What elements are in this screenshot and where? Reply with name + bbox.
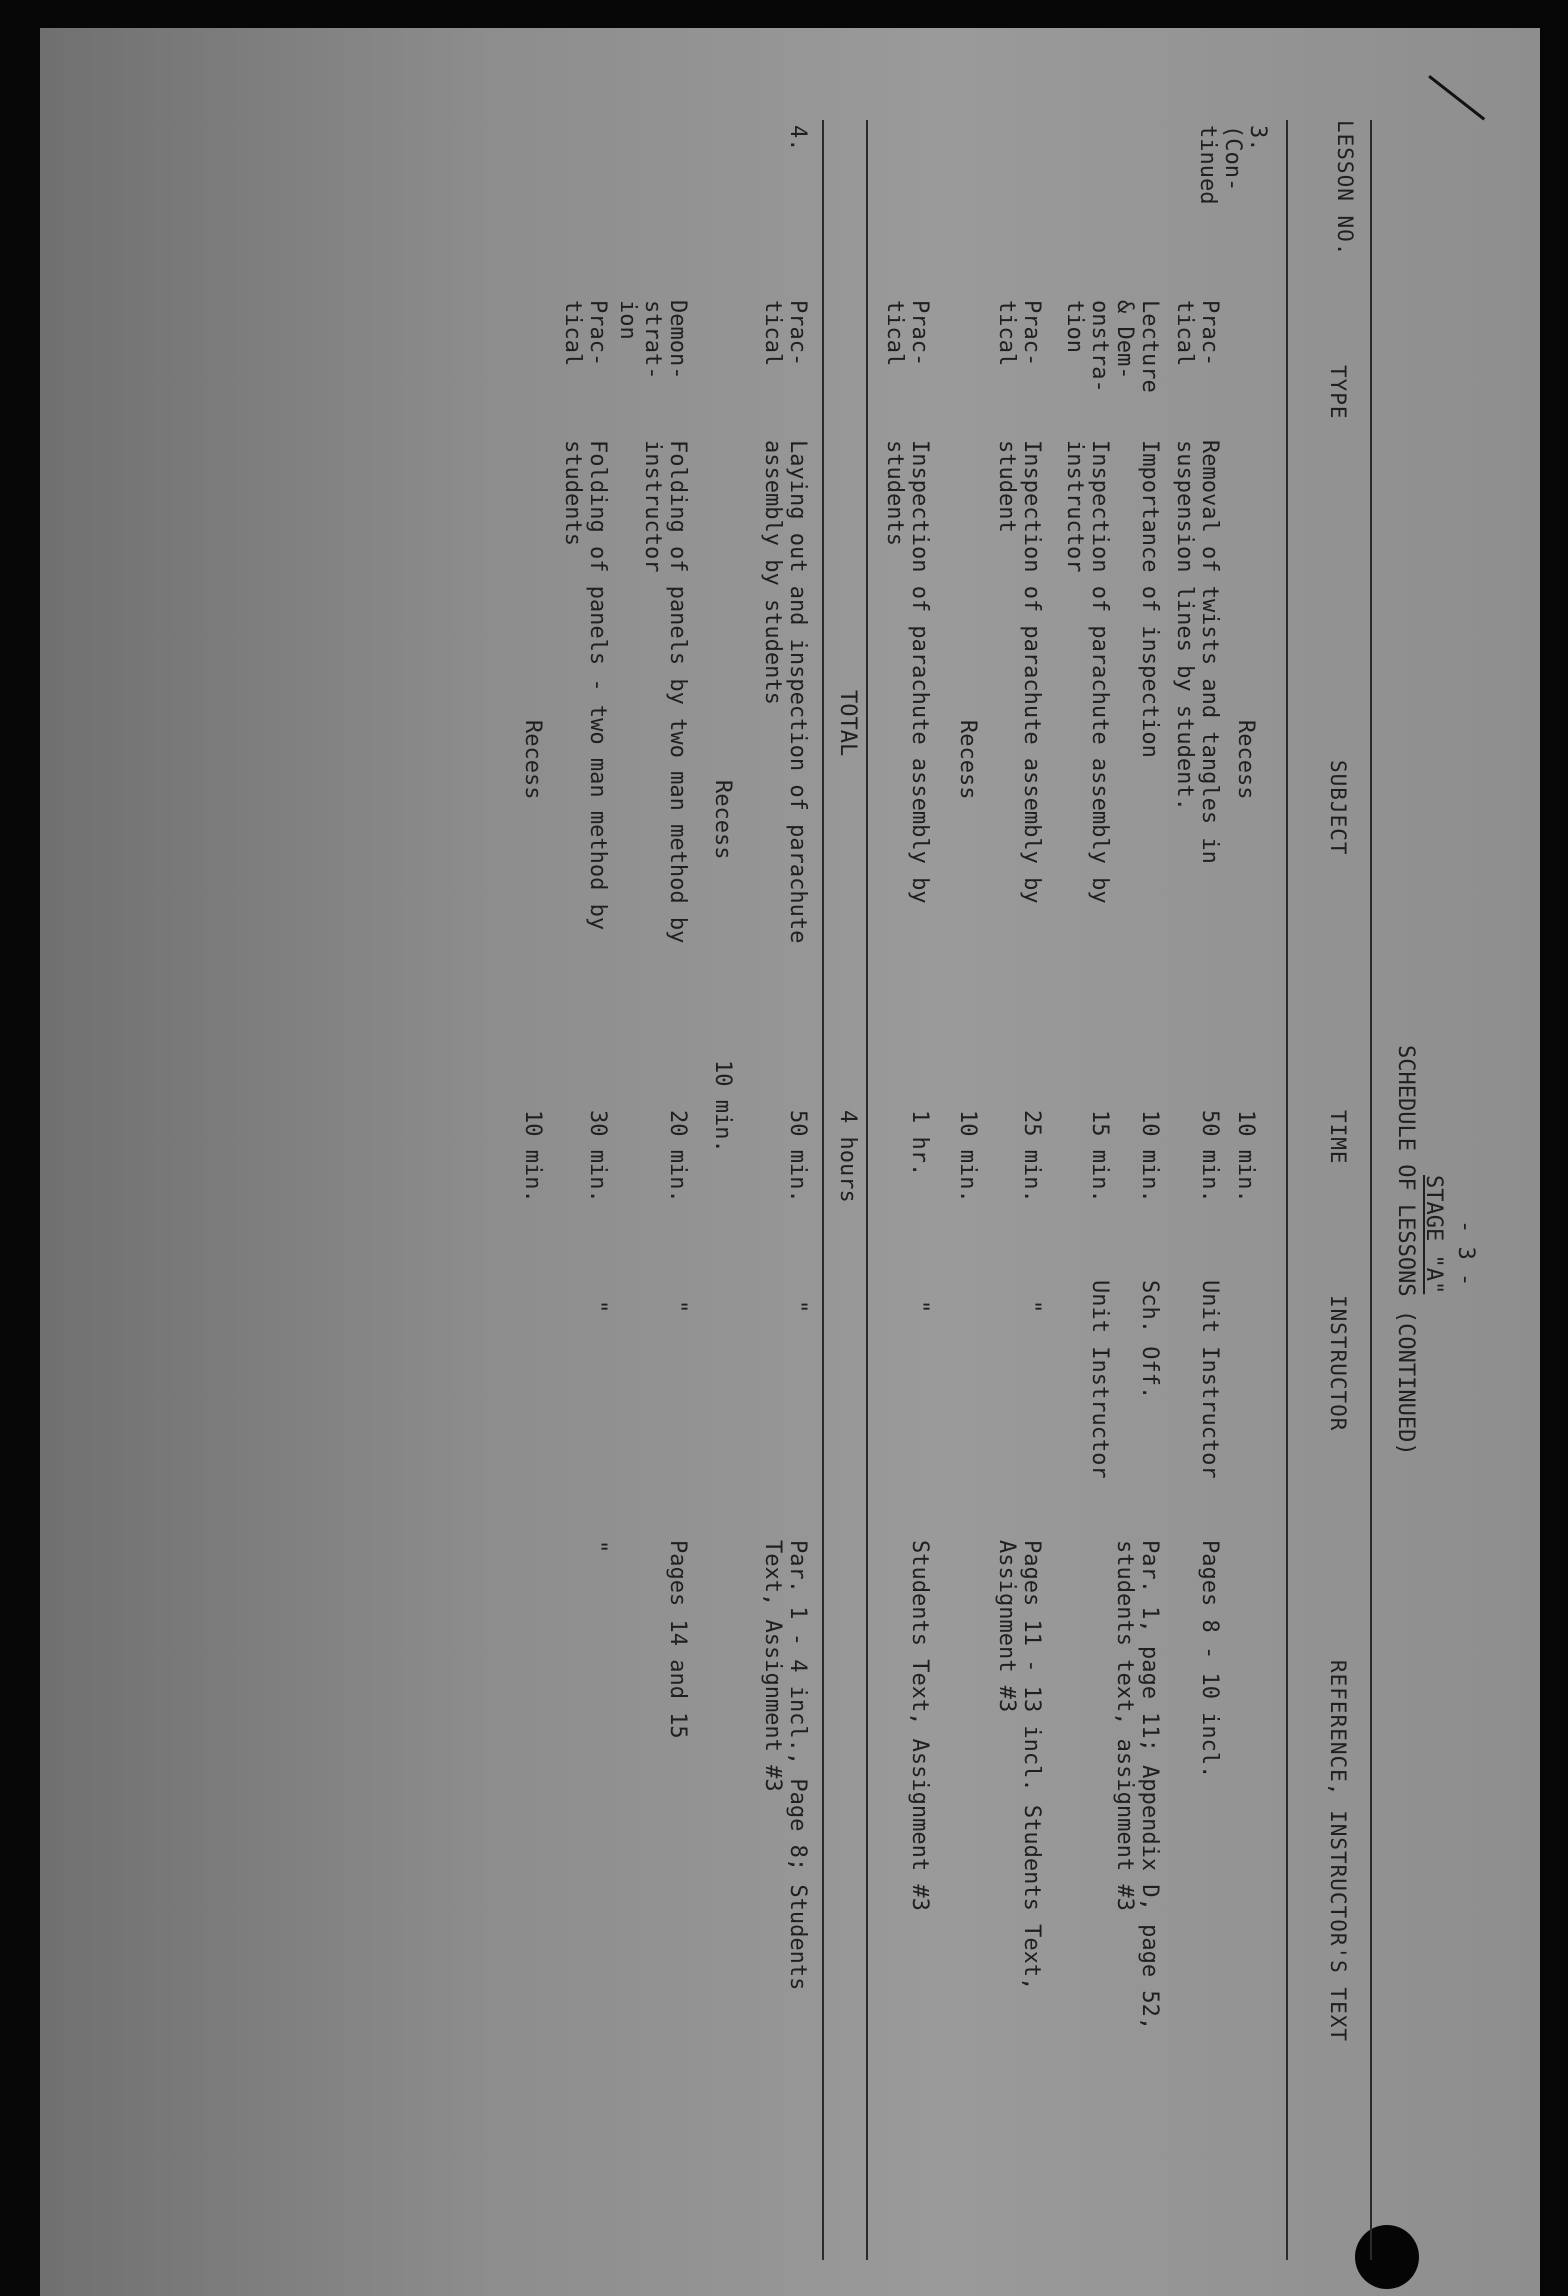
time-cell: 50 min. <box>785 1110 810 1203</box>
lesson-number: 4. <box>785 125 810 152</box>
instructor-cell: Sch. Off. Unit Instructor <box>1087 1280 1162 1479</box>
time-cell: 20 min. <box>665 1110 690 1203</box>
time-cell: 50 min. <box>1197 1110 1222 1203</box>
time-cell: 10 min. <box>710 1060 735 1153</box>
subject-cell: Recess <box>1233 720 1258 800</box>
time-cell: 30 min. <box>585 1110 610 1203</box>
subject-cell: Folding of panels - two man method by students <box>560 440 610 931</box>
time-cell: 10 min. <box>955 1110 980 1203</box>
instructor-cell: " <box>1019 1300 1044 1314</box>
lesson-number: 3. (Con- tinued <box>1195 125 1270 205</box>
type-cell: Prac- tical <box>760 300 810 367</box>
reference-cell: Par. 1 - 4 incl., Page 8; Students Text, Assignment #3 <box>760 1540 810 1991</box>
reference-cell: Pages 8 - 10 incl. <box>1197 1540 1222 1779</box>
reference-cell: Pages 11 - 13 incl. Students Text, Assignment #3 <box>994 1540 1044 1991</box>
reference-cell: " <box>585 1540 610 1554</box>
subject-cell: Recess <box>955 720 980 800</box>
instructor-cell: " <box>585 1300 610 1314</box>
subject-cell: Removal of twists and tangles in suspension lines by student. <box>1172 440 1222 864</box>
col-header-type: TYPE <box>1326 365 1350 420</box>
time-cell: 10 min. <box>1233 1110 1258 1203</box>
schedule-sheet <box>30 120 1480 2260</box>
subject-cell: Inspection of parachute assembly by students <box>882 440 932 904</box>
reference-cell: Pages 14 and 15 <box>665 1540 690 1739</box>
type-cell: Lecture & Dem- onstra- tion <box>1062 300 1162 393</box>
total-rule-bottom <box>822 120 824 2260</box>
instructor-cell: Unit Instructor <box>1197 1280 1222 1479</box>
subject-cell: Recess <box>710 780 735 860</box>
col-header-subject: SUBJECT <box>1326 760 1350 856</box>
reference-cell: Students Text, Assignment #3 <box>907 1540 932 1911</box>
col-header-lesson: LESSON NO. <box>1333 120 1357 257</box>
time-cell: 25 min. <box>1019 1110 1044 1203</box>
subject-cell: Folding of panels by two man method by instructor <box>640 440 690 944</box>
subject-cell: Laying out and inspection of parachute assembly by students <box>760 440 810 944</box>
total-label: TOTAL <box>835 690 860 757</box>
reference-cell: Par. 1, page 11; Appendix D, page 52, students text, assignment #3 <box>1112 1540 1162 2031</box>
type-cell: Prac- tical <box>1172 300 1222 367</box>
instructor-cell: " <box>907 1300 932 1314</box>
total-rule-top <box>866 120 868 2260</box>
type-cell: Prac- tical <box>882 300 932 367</box>
col-header-reference: REFERENCE, INSTRUCTOR'S TEXT <box>1326 1660 1350 2043</box>
header-rule-bottom <box>1286 120 1288 2260</box>
stage-heading: STAGE "A" <box>1421 1175 1446 1295</box>
time-cell: 10 min. 15 min. <box>1087 1110 1162 1203</box>
time-cell: 1 hr. <box>907 1110 932 1177</box>
type-cell: Prac- tical <box>560 300 610 367</box>
page-title: SCHEDULE OF LESSONS (CONTINUED) <box>1393 1045 1418 1456</box>
type-cell: Prac- tical <box>994 300 1044 367</box>
type-cell: Demon- strat- ion <box>615 300 690 380</box>
header-rule-top <box>1370 120 1372 2260</box>
col-header-time: TIME <box>1326 1110 1350 1165</box>
total-time: 4 hours <box>835 1110 860 1203</box>
subject-cell: Importance of inspection Inspection of parachute assembly by instructor <box>1062 440 1162 904</box>
time-cell: 10 min. <box>520 1110 545 1203</box>
col-header-instructor: INSTRUCTOR <box>1326 1295 1350 1432</box>
instructor-cell: " <box>785 1300 810 1314</box>
subject-cell: Recess <box>520 720 545 800</box>
page-number: - 3 - <box>1453 1220 1478 1287</box>
subject-cell: Inspection of parachute assembly by student <box>994 440 1044 904</box>
instructor-cell: " <box>665 1300 690 1314</box>
